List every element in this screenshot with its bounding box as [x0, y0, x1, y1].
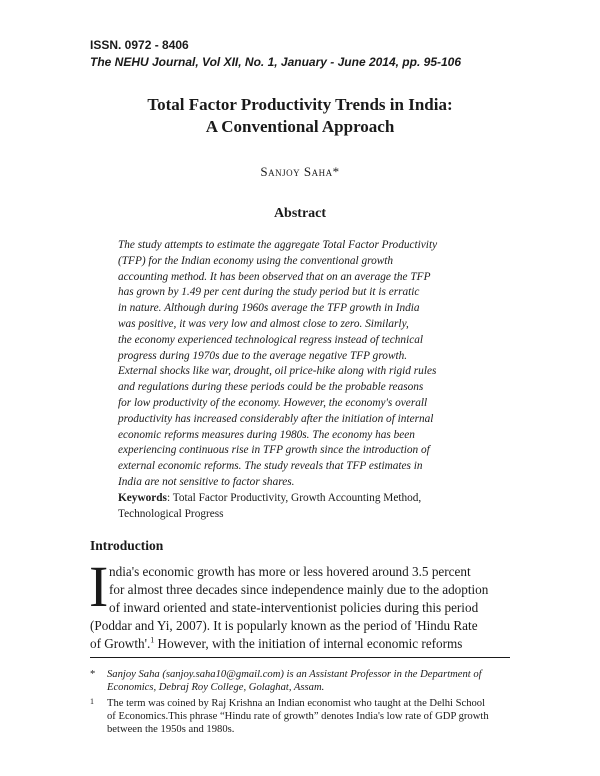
author-name [80, 164, 520, 180]
footnote-line: Sanjoy Saha (sanjoy.saha10@gmail.com) is an Assistant Professor in the Department of [107, 669, 482, 680]
abstract-line: was positive, it was very low and almost close to zero. Similarly, [118, 317, 409, 330]
abstract-line: productivity has increased considerably after the initiation of internal [118, 412, 434, 425]
abstract-line: and regulations during these periods could be the probable reasons [118, 381, 424, 394]
footnote-line: The term was coined by Raj Krishna an Indian economist who taught at the Delhi School [107, 698, 486, 709]
abstract-line: external economic reforms. The study reveals that TFP estimates in [118, 460, 423, 473]
abstract-heading: Abstract [273, 206, 327, 221]
abstract-line: progress during 1970s due to the average negative TFP growth. [118, 349, 408, 362]
issn-line: ISSN. 0972 - 8406 [90, 38, 189, 52]
intro-line: ndia's economic growth has more or less hovered around 3.5 percent [109, 564, 471, 579]
keywords-label: Keywords [118, 492, 167, 504]
footnote-mark: 1 [90, 697, 94, 706]
journal-citation: The NEHU Journal, Vol XII, No. 1, January - June 2014, pp. 95-106 [90, 55, 462, 69]
intro-line-text: of Growth'. [90, 636, 151, 651]
keywords-line [118, 490, 483, 506]
intro-line: of inward oriented and state-interventionist policies during this period [109, 600, 479, 615]
abstract-line: for low productivity of the economy. However, the economy's overall [118, 396, 428, 409]
paper-title-line-1: Total Factor Productivity Trends in India: [147, 95, 453, 114]
footnote-mark: * [90, 669, 96, 680]
abstract-body [118, 238, 483, 491]
abstract-line: the economy experienced technological regress instead of technical [118, 333, 424, 346]
abstract-line: (TFP) for the Indian economy using the conventional growth [118, 254, 394, 267]
author-footnote-mark: * [332, 164, 340, 179]
introduction-heading: Introduction [90, 538, 164, 553]
intro-line: for almost three decades since independence mainly due to the adoption [109, 582, 489, 597]
footnote-line: of Economics.This phrase “Hindu rate of growth” denotes India's low rate of GDP growth [107, 711, 489, 723]
intro-line-tail: However, with the initiation of internal economic reforms [154, 636, 463, 651]
keywords-line: Technological Progress [118, 508, 224, 520]
paper-title-line-2: A Conventional Approach [205, 117, 395, 136]
intro-line: (Poddar and Yi, 2007). It is popularly known as the period of 'Hindu Rate [90, 618, 478, 633]
drop-cap: I [89, 554, 109, 619]
intro-line [90, 635, 510, 653]
abstract-line: has grown by 1.49 per cent during the study period but it is erratic [118, 286, 420, 299]
footnote-line: Economics, Debraj Roy College, Golaghat, Assam. [107, 682, 325, 694]
author-name-text: Sanjoy Saha [260, 164, 333, 179]
abstract-line: in nature. Although during 1960s average the TFP growth in India [118, 302, 420, 315]
keywords-text: : Total Factor Productivity, Growth Accounting Method, [166, 492, 422, 504]
abstract-line: External shocks like war, drought, oil price-hike along with rigid rules [118, 365, 437, 378]
abstract-line: experiencing continuous rise in TFP growth since the introduction of [118, 444, 430, 457]
footnote-line: between the 1950s and 1980s. [107, 724, 235, 736]
abstract-line: The study attempts to estimate the aggregate Total Factor Productivity [118, 239, 438, 251]
introduction-body [90, 563, 510, 653]
keywords [118, 490, 483, 522]
footnote-ref[interactable]: 1 [150, 635, 155, 645]
abstract-line: economic reforms measures during 1980s. The economy has been [118, 428, 415, 441]
footnote-divider [90, 657, 510, 658]
abstract-line: accounting method. It has been observed that on an average the TFP [118, 270, 431, 283]
abstract-line: India are not sensitive to factor shares. [118, 475, 295, 488]
